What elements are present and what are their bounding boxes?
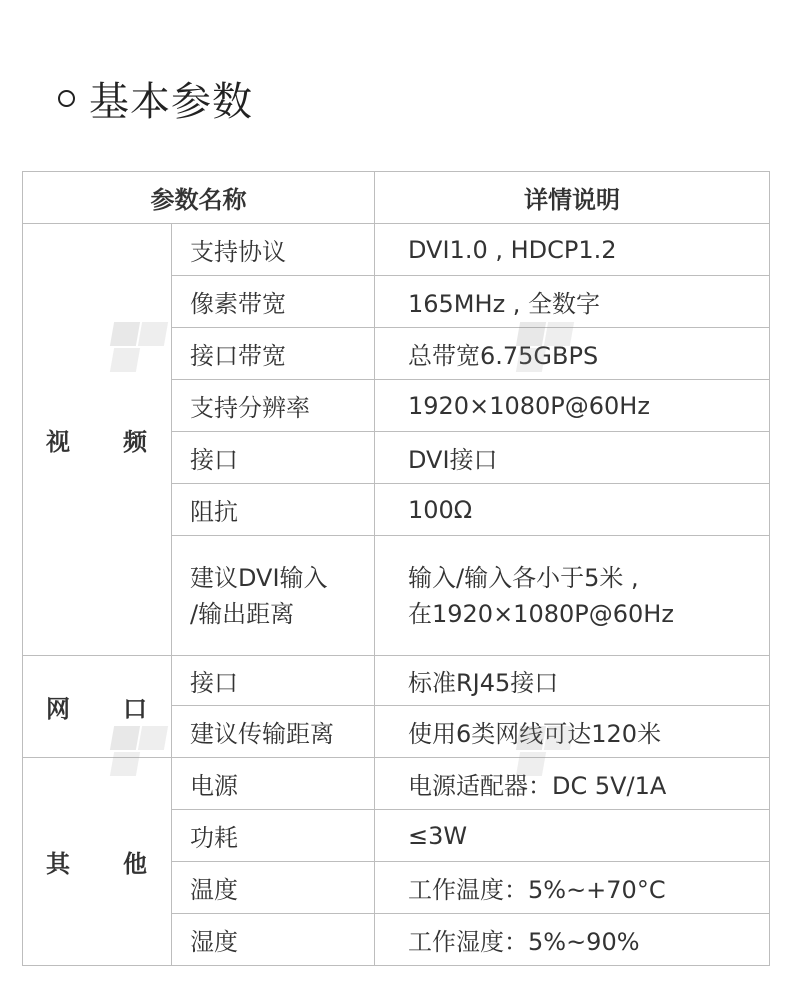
- section-heading: [58, 70, 253, 126]
- header-detail: 详情说明: [375, 172, 770, 224]
- category-other: 其 他: [23, 758, 172, 966]
- param-value: DVI接口: [375, 432, 770, 484]
- table-row: [23, 758, 770, 810]
- param-value: DVI1.0 , HDCP1.2: [375, 224, 770, 276]
- param-name: 接口: [172, 432, 375, 484]
- section-title: 基本参数: [89, 78, 253, 125]
- param-name: 建议传输距离: [172, 706, 375, 758]
- param-value: 工作温度：5%~+70°C: [375, 862, 770, 914]
- table-row: [23, 656, 770, 706]
- param-value: 标准RJ45接口: [375, 656, 770, 706]
- param-name: 支持分辨率: [172, 380, 375, 432]
- param-value: 电源适配器：DC 5V/1A: [375, 758, 770, 810]
- param-name: 接口: [172, 656, 375, 706]
- category-video: 视 频: [23, 224, 172, 656]
- param-name: 功耗: [172, 810, 375, 862]
- table-header-row: [23, 172, 770, 224]
- param-value: 使用6类网线可达120米: [375, 706, 770, 758]
- param-value: 1920×1080P@60Hz: [375, 380, 770, 432]
- param-name: 接口带宽: [172, 328, 375, 380]
- param-value: 工作湿度：5%~90%: [375, 914, 770, 966]
- param-value: 165MHz , 全数字: [375, 276, 770, 328]
- header-param-name: 参数名称: [23, 172, 375, 224]
- param-name: 支持协议: [172, 224, 375, 276]
- circle-bullet-icon: [58, 90, 75, 107]
- param-name: 湿度: [172, 914, 375, 966]
- table-row: [23, 224, 770, 276]
- param-name: 像素带宽: [172, 276, 375, 328]
- param-name: 建议DVI输入 /输出距离: [172, 536, 375, 656]
- category-network: 网 口: [23, 656, 172, 758]
- param-value: 输入/输入各小于5米 , 在1920×1080P@60Hz: [375, 536, 770, 656]
- param-name: 电源: [172, 758, 375, 810]
- param-value: ≤3W: [375, 810, 770, 862]
- spec-table: [22, 171, 770, 966]
- param-name: 阻抗: [172, 484, 375, 536]
- param-name: 温度: [172, 862, 375, 914]
- param-value: 100Ω: [375, 484, 770, 536]
- param-value: 总带宽6.75GBPS: [375, 328, 770, 380]
